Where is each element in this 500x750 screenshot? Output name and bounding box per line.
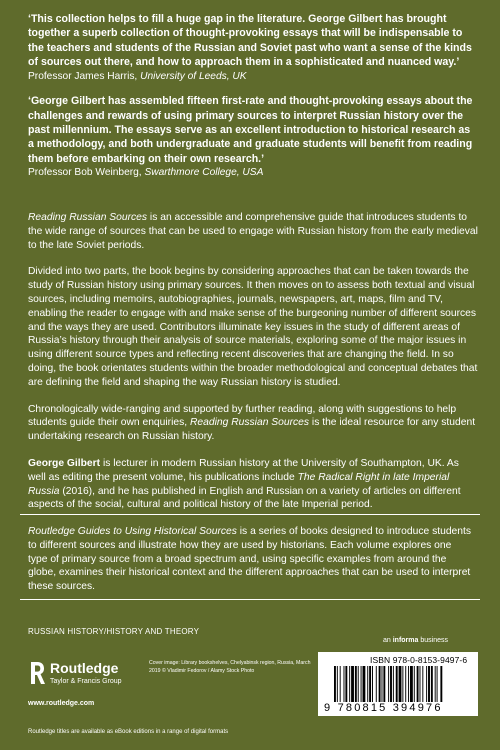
subject-category: RUSSIAN HISTORY/HISTORY AND THEORY [28, 627, 200, 636]
series-title: Routledge Guides to Using Historical Sources [28, 526, 237, 537]
author-book-title: The Radical Right in late Imperial Russia [28, 471, 450, 497]
barcode-panel [318, 652, 478, 716]
book-description [28, 211, 478, 525]
cover-credit: Cover image: Library bookshelves, Chelyabinsk region, Russia, March 2019 © Vladimir Fedorov / Alamy Stock Photo [149, 660, 311, 674]
description-paragraph [28, 403, 478, 444]
endorsement [28, 12, 476, 83]
description-text: Chronologically wide-ranging and supported by further reading, along with suggestions to help students guide their own enquiries, [28, 403, 457, 429]
informa-suffix: business [418, 637, 448, 644]
author-name: George Gilbert [28, 457, 101, 469]
endorsement [28, 94, 476, 180]
author-bio-text: (2016), and he has published in English and Russian on a variety of articles on different aspects of the social, cultural and political history of the late Imperial period. [28, 485, 461, 511]
description-paragraph [28, 211, 478, 252]
author-bio-text: is lecturer in modern Russian history at the University of Southampton, UK. As well as editing the present volume, his publications include [28, 457, 459, 483]
informa-tagline [383, 637, 448, 644]
isbn: ISBN 978-0-8153-9497-6 [370, 655, 468, 665]
informa-prefix: an [383, 637, 393, 644]
publisher-group: Taylor & Francis Group [50, 678, 122, 685]
publisher-logo [28, 660, 138, 692]
description-text: is the ideal resource for any student undertaking research on Russian history. [28, 417, 476, 443]
endorser-affiliation: University of Leeds, UK [140, 70, 247, 82]
endorser-name: Professor James Harris, [28, 70, 141, 82]
endorser-name: Professor Bob Weinberg, [28, 167, 145, 179]
endorsements [28, 12, 476, 191]
book-title-mention: Reading Russian Sources [28, 212, 148, 223]
ebook-note: Routledge titles are available as eBook editions in a range of digital formats [28, 729, 229, 735]
publisher-name: Routledge [50, 660, 119, 676]
description-paragraph: Divided into two parts, the book begins by considering approaches that can be taken towards the study of Russian history using primary sources. It then moves on to assess both textual and visual sources, including memoirs, autobiographies, journals, newspapers, art, maps, film and TV, enabling the reader to engage with and make sense of the burgeoning number of different sources and the ways they are used. Contributors illuminate key issues in the study of different areas of Russia’s history through their analysis of source materials, exploring some of the major issues in using different source types and reflecting recent discoveries that are changing the field. In so doing, the book orientates students within the broader methodological and conceptual debates that are defining the field and shaping the way Russian history is studied. [28, 266, 478, 388]
barcode-digits: 9 780815 394976 [324, 702, 443, 714]
barcode-icon [324, 666, 474, 702]
series-description [20, 514, 480, 600]
publisher-website[interactable]: www.routledge.com [28, 700, 95, 707]
series-text: is a series of books designed to introduce students to different sources and illustrate how they are used by historians. Each volume explores one type of primary source from a broad spectrum and, using specific examples from around the globe, examines their historical context and the different approaches that can be used to interpret these sources. [28, 526, 472, 593]
informa-brand: informa [392, 637, 419, 644]
endorsement-attribution [28, 166, 476, 180]
endorsement-text: ‘This collection helps to fill a huge gap in the literature. George Gilbert has brought together a superb collection of thought-provoking essays that will be indispensable to the teachers and students of the Russian and Soviet past who want a sense of the kinds of sources out there, and how to approach them in a sophisticated and nuanced way.’ [28, 13, 472, 69]
description-text: is an accessible and comprehensive guide that introduces students to the wide range of sources that can be used to engage with Russian history from the early medieval to the late Soviet periods. [28, 212, 478, 251]
endorsement-text: ‘George Gilbert has assembled fifteen first-rate and thought-provoking essays about the challenges and rewards of using primary sources to interpret Russian history over the past millennium. The essays serve as an excellent introduction to historical research as a methodology, and both undergraduate and graduate students will benefit from reading them before embarking on their own research.’ [28, 95, 473, 165]
author-bio [28, 457, 478, 512]
book-title-mention: Reading Russian Sources [190, 417, 310, 429]
routledge-logo-icon [28, 660, 46, 686]
endorser-affiliation: Swarthmore College, USA [144, 167, 264, 179]
endorsement-attribution [28, 70, 476, 84]
